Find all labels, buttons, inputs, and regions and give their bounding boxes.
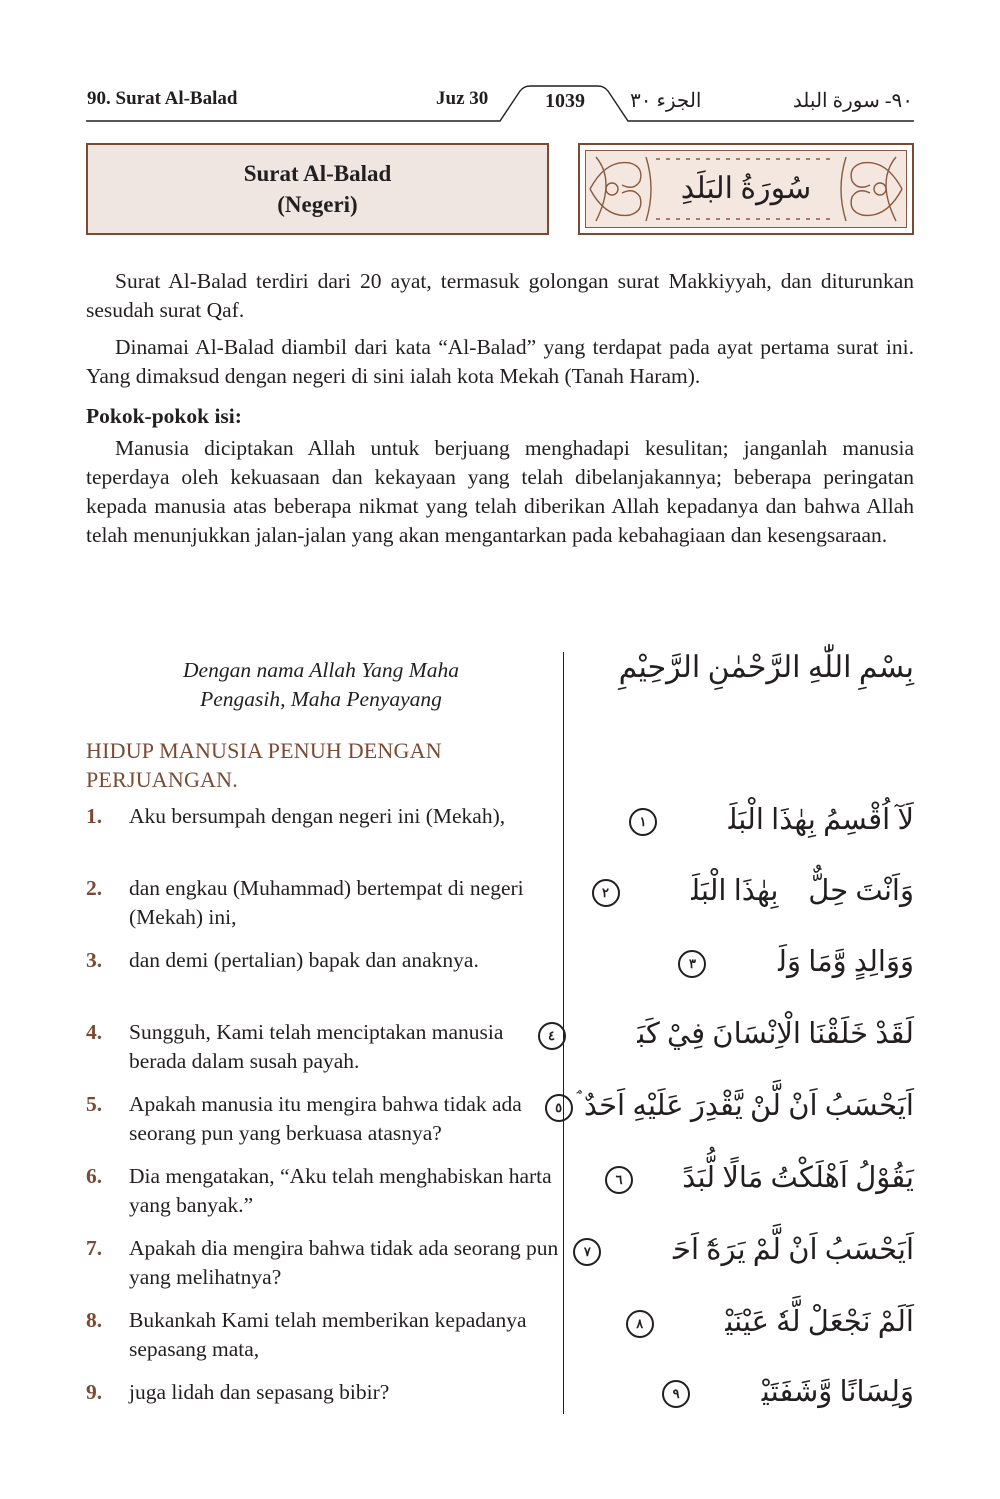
verse-text: Aku bersumpah dengan negeri ini (Mekah),	[129, 804, 506, 828]
page-number: 1039	[545, 90, 585, 112]
ayah-end-marker-icon: ٣	[678, 950, 706, 978]
verse-number: 9.	[86, 1380, 103, 1404]
header-juz-arabic: الجزء ٣٠	[630, 90, 702, 112]
verse-arabic	[583, 1230, 914, 1270]
verse-arabic	[596, 871, 914, 911]
surah-title-arabic: سُورَةُ البَلَدِ	[680, 172, 812, 205]
summary-heading: Pokok-pokok isi:	[86, 404, 242, 428]
header-juz: Juz 30	[436, 88, 489, 109]
header-surah-name: 90. Surat Al-Balad	[87, 88, 238, 109]
verse-arabic-text: وَوَالِدٍ وَّمَا وَلَدَۙ	[710, 946, 914, 978]
surah-ornament-frame	[578, 143, 914, 235]
ayah-end-marker-icon: ٥	[545, 1094, 573, 1122]
verse-arabic-text: لَقَدْ خَلَقْنَا الْاِنْسَانَ فِيْ كَبَدٍۗ	[569, 1018, 914, 1050]
verse-number: 2.	[86, 876, 103, 900]
verse-number: 8.	[86, 1308, 103, 1332]
verse-arabic-text: اَيَحْسَبُ اَنْ لَّمْ يَرَهٗٓ اَحَدٌۗ	[605, 1234, 914, 1266]
ayah-end-marker-icon: ٦	[605, 1166, 633, 1194]
verse-text: Sungguh, Kami telah menciptakan manusia berada dalam susah payah.	[129, 1020, 504, 1073]
verse-arabic-text: يَقُوْلُ اَهْلَكْتُ مَالًا لُّبَدًاۗ	[637, 1162, 914, 1194]
verse-arabic-text: اَيَحْسَبُ اَنْ لَّنْ يَّقْدِرَ عَلَيْهِ اَحَدٌ ۘ	[576, 1090, 914, 1122]
verse-text: juga lidah dan sepasang bibir?	[129, 1380, 390, 1404]
ayah-end-marker-icon: ١	[629, 808, 657, 836]
verse-arabic	[596, 1372, 914, 1412]
verse-arabic-text: لَآ اُقْسِمُ بِهٰذَا الْبَلَدِۙ	[660, 804, 914, 836]
verse-text: dan engkau (Muhammad) bertempat di negeri (Mekah) ini,	[129, 876, 524, 929]
ayah-end-marker-icon: ٤	[538, 1022, 566, 1050]
verse-arabic	[548, 1014, 914, 1054]
verse-number: 6.	[86, 1164, 103, 1188]
intro-text-3: Manusia diciptakan Allah untuk berjuang menghadapi kesulitan; janganlah manusia teperdaya oleh kekuasaan dan kekayaan yang telah dibelanjakannya; beberapa peringatan kepada manusia atas beberapa nikmat yang telah diberikan Allah kepadanya dan bahwa Allah telah menunjukkan jalan-jalan yang akan mengantarkan pada kebahagiaan dan kesengsaraan.	[86, 436, 914, 547]
verse-text: dan demi (pertalian) bapak dan anaknya.	[129, 948, 479, 972]
verse-arabic-text: وَلِسَانًا وَّشَفَتَيْنِۙ	[694, 1376, 914, 1408]
verse-arabic	[596, 942, 914, 982]
ornament-panel	[585, 150, 907, 228]
ayah-end-marker-icon: ٢	[592, 879, 620, 907]
intro-paragraph-2	[86, 333, 914, 391]
verse-arabic	[555, 1086, 914, 1126]
verse-text: Apakah manusia itu mengira bahwa tidak ada seorang pun yang berkuasa atasnya?	[129, 1092, 522, 1145]
verse-arabic-text: وَاَنْتَ حِلٌّ ۢبِهٰذَا الْبَلَدِۙ	[623, 875, 914, 907]
verse-text: Bukankah Kami telah memberikan kepadanya sepasang mata,	[129, 1308, 527, 1361]
intro-text-1: Surat Al-Balad terdiri dari 20 ayat, termasuk golongan surat Makkiyyah, dan diturunkan sesudah surat Qaf.	[86, 269, 914, 322]
verse-number: 1.	[86, 804, 103, 828]
verse-arabic	[596, 800, 914, 840]
surah-subtitle: (Negeri)	[277, 192, 358, 217]
ayah-end-marker-icon: ٩	[662, 1380, 690, 1408]
basmalah-translation	[140, 656, 502, 714]
surah-title-box	[86, 143, 549, 235]
intro-text-2: Dinamai Al-Balad diambil dari kata “Al-Balad” yang terdapat pada ayat pertama surat ini. Yang dimaksud dengan negeri di sini ialah kota Mekah (Tanah Haram).	[86, 335, 914, 388]
verse-arabic-text: اَلَمْ نَجْعَلْ لَّهٗ عَيْنَيْنِۙ	[657, 1306, 914, 1338]
verse-text: Apakah dia mengira bahwa tidak ada seorang pun yang melihatnya?	[129, 1236, 559, 1289]
verse-text: Dia mengatakan, “Aku telah menghabiskan harta yang banyak.”	[129, 1164, 552, 1217]
section-heading: HIDUP MANUSIA PENUH DENGAN PERJUANGAN.	[86, 738, 442, 792]
verse-number: 3.	[86, 948, 103, 972]
verse-number: 7.	[86, 1236, 103, 1260]
basmalah-translation-line2: Pengasih, Maha Penyayang	[200, 687, 442, 711]
basmalah-translation-line1: Dengan nama Allah Yang Maha	[183, 658, 459, 682]
surah-title: Surat Al-Balad	[243, 161, 392, 186]
intro-paragraph-1	[86, 267, 914, 325]
header-rule	[0, 0, 1000, 140]
header-surah-arabic: ٩٠- سورة البلد	[792, 90, 913, 112]
ayah-end-marker-icon: ٧	[573, 1238, 601, 1266]
verse-arabic	[596, 1302, 914, 1342]
verse-number: 5.	[86, 1092, 103, 1116]
verse-arabic	[596, 1158, 914, 1198]
intro-paragraph-3	[86, 434, 914, 550]
ayah-end-marker-icon: ٨	[626, 1310, 654, 1338]
basmalah-arabic: بِسْمِ اللّٰهِ الرَّحْمٰنِ الرَّحِيْمِ	[618, 651, 914, 684]
verse-number: 4.	[86, 1020, 103, 1044]
